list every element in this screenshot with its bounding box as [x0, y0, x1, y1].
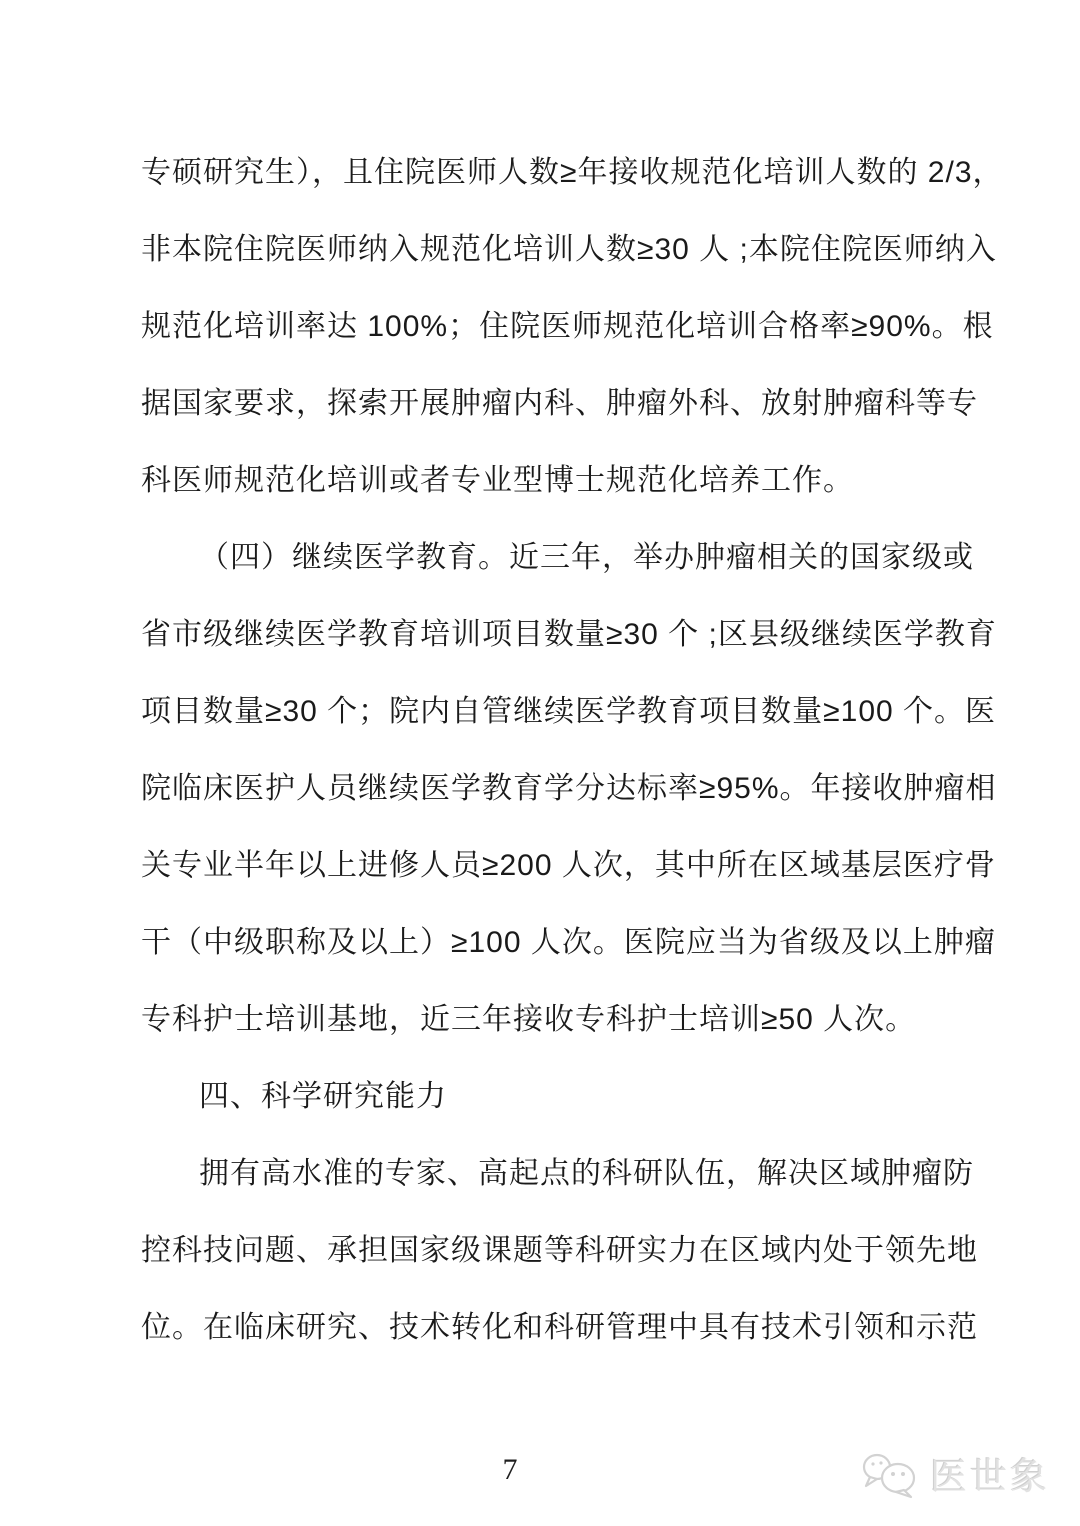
text-segment: 院临床医护人员继续医学教育学分达标率≥95%。年接收肿瘤相 — [141, 772, 997, 805]
document-body — [141, 134, 1004, 1366]
text-line — [141, 134, 1004, 211]
text-line — [141, 596, 997, 673]
chat-bubbles-icon — [860, 1452, 922, 1500]
text-segment: 控科技问题、承担国家级课题等科研实力在区域内处于领先地 — [141, 1234, 978, 1267]
text-segment: 干（中级职称及以上）≥100 人次。医院应当为省级及以上肿瘤 — [141, 926, 996, 959]
watermark-brand: 医世象 — [930, 1455, 1050, 1497]
text-line — [141, 673, 997, 750]
text-line — [141, 1135, 974, 1212]
text-segment: 据国家要求，探索开展肿瘤内科、肿瘤外科、放射肿瘤科等专 — [141, 387, 978, 420]
text-segment: 科医师规范化培训或者专业型博士规范化培养工作。 — [141, 464, 854, 497]
text-segment: 拥有高水准的专家、高起点的科研队伍，解决区域肿瘤防 — [199, 1157, 974, 1190]
text-line — [141, 211, 997, 288]
watermark — [860, 1452, 1050, 1500]
text-segment: 近三年，举办肿瘤相关的国家级或 — [509, 541, 974, 574]
text-line — [141, 827, 996, 904]
section-heading: （四）继续医学教育。 — [199, 541, 509, 574]
text-segment: 位。在临床研究、技术转化和科研管理中具有技术引领和示范 — [141, 1311, 978, 1344]
text-line — [141, 750, 997, 827]
text-line — [141, 442, 939, 519]
text-segment: 规范化培训率达 100%；住院医师规范化培训合格率≥90%。根 — [141, 310, 994, 343]
text-segment: 非本院住院医师纳入规范化培训人数≥30 人 ;本院住院医师纳入 — [141, 233, 997, 266]
text-line — [141, 288, 994, 365]
text-line — [141, 1212, 978, 1289]
text-segment: 专科护士培训基地，近三年接收专科护士培训≥50 人次。 — [141, 1003, 917, 1036]
text-line — [141, 365, 978, 442]
text-line — [141, 981, 939, 1058]
page-number: 7 — [502, 1453, 518, 1486]
text-line — [141, 1058, 939, 1135]
text-segment: 关专业半年以上进修人员≥200 人次，其中所在区域基层医疗骨 — [141, 849, 996, 882]
text-line — [141, 904, 996, 981]
text-segment: 项目数量≥30 个；院内自管继续医学教育项目数量≥100 个。医 — [141, 695, 997, 728]
text-line — [141, 519, 974, 596]
text-segment: 省市级继续医学教育培训项目数量≥30 个 ;区县级继续医学教育 — [141, 618, 997, 651]
text-line — [141, 1289, 978, 1366]
section-title: 四、科学研究能力 — [199, 1080, 447, 1113]
text-segment: 专硕研究生），且住院医师人数≥年接收规范化培训人数的 2/3， — [141, 156, 1004, 189]
